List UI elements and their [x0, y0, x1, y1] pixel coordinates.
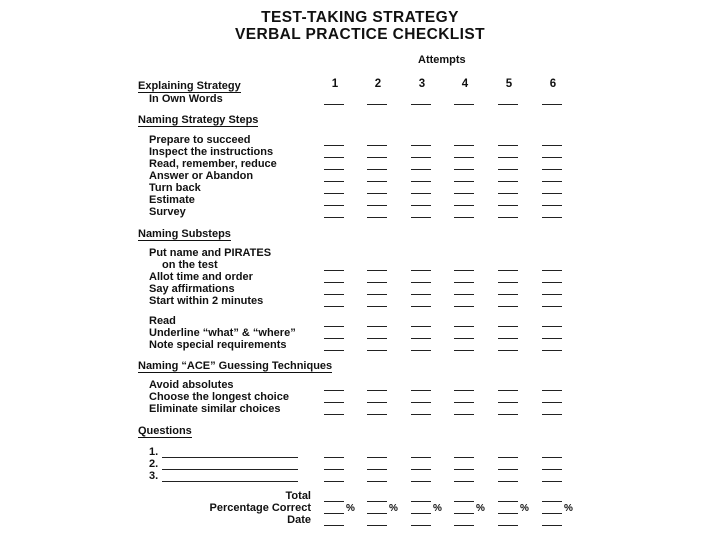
attempt-blank[interactable] — [324, 217, 344, 218]
row-label: Avoid absolutes — [149, 379, 234, 391]
attempt-blank[interactable] — [454, 306, 474, 307]
attempt-blank[interactable] — [454, 104, 474, 105]
attempt-blank[interactable] — [367, 481, 387, 482]
attempt-number: 2 — [374, 78, 382, 90]
percent-sign: % — [346, 503, 355, 514]
attempt-blank[interactable] — [542, 306, 562, 307]
section-heading — [0, 114, 720, 127]
row-label: Questions — [138, 425, 192, 437]
attempt-blank[interactable] — [411, 414, 431, 415]
row-label: 3. — [149, 470, 159, 482]
attempt-blank[interactable] — [454, 217, 474, 218]
row-label: Prepare to succeed — [149, 134, 251, 146]
section-heading — [0, 228, 720, 241]
row-label: Read — [149, 315, 176, 327]
attempt-blank[interactable] — [411, 104, 431, 105]
attempt-blank[interactable] — [542, 217, 562, 218]
attempt-blank[interactable] — [367, 104, 387, 105]
attempt-number: 1 — [331, 78, 339, 90]
row-label: Note special requirements — [149, 339, 287, 351]
section-heading — [0, 425, 720, 438]
checklist-subtitle: VERBAL PRACTICE CHECKLIST — [235, 26, 485, 43]
row-label: 2. — [149, 458, 159, 470]
attempt-blank[interactable] — [324, 104, 344, 105]
row-label: Explaining Strategy — [138, 80, 241, 92]
attempt-blank[interactable] — [542, 104, 562, 105]
attempt-blank[interactable] — [324, 525, 344, 526]
attempt-blank[interactable] — [367, 217, 387, 218]
row-label: Inspect the instructions — [149, 146, 274, 158]
row-label: Eliminate similar choices — [149, 403, 281, 415]
row-label: Naming “ACE” Guessing Techniques — [138, 360, 333, 372]
checklist-row — [0, 295, 720, 308]
row-label: In Own Words — [149, 93, 223, 105]
attempt-blank[interactable] — [411, 350, 431, 351]
row-label: Underline “what” & “where” — [149, 327, 296, 339]
attempt-blank[interactable] — [498, 217, 518, 218]
attempt-blank[interactable] — [367, 414, 387, 415]
checklist-row — [0, 470, 720, 483]
percent-sign: % — [389, 503, 398, 514]
row-label: Percentage Correct — [209, 502, 311, 514]
row-label: Total — [285, 490, 311, 502]
row-label: Choose the longest choice — [149, 391, 289, 403]
row-label: Read, remember, reduce — [149, 158, 277, 170]
row-label: Say affirmations — [149, 283, 235, 295]
attempt-blank[interactable] — [498, 104, 518, 105]
attempt-blank[interactable] — [411, 217, 431, 218]
row-label: on the test — [162, 259, 218, 271]
attempt-blank[interactable] — [454, 525, 474, 526]
attempt-number: 5 — [505, 78, 513, 90]
attempt-blank[interactable] — [411, 306, 431, 307]
attempt-blank[interactable] — [542, 481, 562, 482]
checklist-row — [0, 403, 720, 416]
percent-sign: % — [433, 503, 442, 514]
row-label: Turn back — [149, 182, 201, 194]
attempt-number: 3 — [418, 78, 426, 90]
attempt-blank[interactable] — [542, 414, 562, 415]
attempt-blank[interactable] — [324, 306, 344, 307]
checklist-row — [0, 93, 720, 106]
checklist-row — [0, 206, 720, 219]
attempt-blank[interactable] — [411, 525, 431, 526]
attempt-blank[interactable] — [367, 350, 387, 351]
attempt-blank[interactable] — [324, 350, 344, 351]
attempt-blank[interactable] — [324, 481, 344, 482]
attempt-blank[interactable] — [498, 414, 518, 415]
attempt-blank[interactable] — [498, 306, 518, 307]
attempt-blank[interactable] — [454, 414, 474, 415]
section-heading — [0, 360, 720, 373]
checklist-row — [0, 339, 720, 352]
attempt-blank[interactable] — [498, 481, 518, 482]
row-label: Naming Substeps — [138, 228, 231, 240]
checklist-row — [0, 514, 720, 527]
row-label: Date — [287, 514, 311, 526]
section-heading — [0, 80, 720, 93]
attempt-blank[interactable] — [542, 350, 562, 351]
percent-sign: % — [476, 503, 485, 514]
row-label: Naming Strategy Steps — [138, 114, 259, 126]
attempt-blank[interactable] — [367, 306, 387, 307]
attempt-blank[interactable] — [454, 481, 474, 482]
row-label: Start within 2 minutes — [149, 295, 264, 307]
row-label: Estimate — [149, 194, 195, 206]
attempt-blank[interactable] — [542, 525, 562, 526]
row-label: 1. — [149, 446, 159, 458]
row-label: Answer or Abandon — [149, 170, 254, 182]
attempt-number: 6 — [549, 78, 557, 90]
attempts-header: Attempts — [418, 54, 466, 66]
checklist-title: TEST-TAKING STRATEGY — [261, 9, 459, 26]
attempt-blank[interactable] — [324, 414, 344, 415]
percent-sign: % — [564, 503, 573, 514]
attempt-blank[interactable] — [498, 350, 518, 351]
attempt-blank[interactable] — [454, 350, 474, 351]
attempt-blank[interactable] — [411, 481, 431, 482]
attempt-blank[interactable] — [498, 525, 518, 526]
row-label: Survey — [149, 206, 186, 218]
percent-sign: % — [520, 503, 529, 514]
attempt-number: 4 — [461, 78, 469, 90]
question-write-in-line[interactable] — [162, 481, 298, 482]
row-label: Allot time and order — [149, 271, 253, 283]
attempt-blank[interactable] — [367, 525, 387, 526]
row-label: Put name and PIRATES — [149, 247, 272, 259]
